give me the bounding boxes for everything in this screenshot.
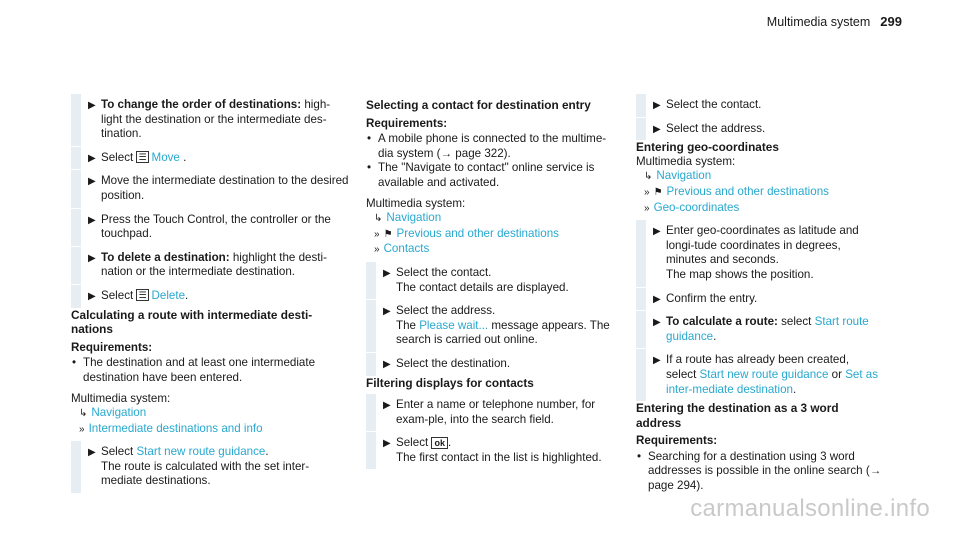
column-3	[636, 98, 882, 494]
requirement-item: • The "Navigate to contact" online service is available and activated.	[366, 161, 612, 190]
path-navigation[interactable]: Navigation	[386, 211, 442, 225]
step-text: Press the Touch Control, the controller or the touchpad.	[101, 212, 331, 241]
play-arrow-icon: ▶	[383, 267, 391, 279]
step-result: message appears. The search is carried out online.	[396, 318, 610, 347]
step	[636, 122, 882, 137]
step-text: .	[792, 382, 797, 396]
play-arrow-icon: ▶	[383, 306, 391, 318]
requirement-item: • A mobile phone is connected to the multime-dia system (→ page 322).	[366, 132, 612, 161]
step	[366, 398, 612, 427]
play-arrow-icon: ▶	[653, 226, 661, 238]
start-new-route-link[interactable]: Start new route guidance	[136, 445, 266, 459]
play-arrow-icon: ▶	[383, 438, 391, 450]
menu-path	[366, 211, 612, 258]
delete-link[interactable]: Delete	[151, 288, 186, 302]
return-arrow-icon: ↳	[79, 408, 88, 420]
path-intermediate-destinations[interactable]: Intermediate destinations and info	[88, 421, 263, 435]
play-arrow-icon: ▶	[88, 447, 96, 459]
section-heading: Entering geo-coordinates	[636, 140, 779, 155]
path-navigation[interactable]: Navigation	[91, 406, 147, 420]
double-chevron-icon: »	[644, 186, 650, 198]
step	[366, 266, 612, 295]
step-text: .	[265, 445, 269, 459]
play-arrow-icon: ▶	[88, 152, 96, 164]
column-2	[366, 98, 612, 474]
section-heading: Selecting a contact for destination entry	[366, 98, 591, 112]
play-arrow-icon: ▶	[88, 100, 96, 111]
requirements-label: Requirements:	[366, 116, 448, 130]
play-arrow-icon: ▶	[653, 123, 661, 135]
play-arrow-icon: ▶	[88, 252, 96, 264]
flag-icon: ⚑	[653, 186, 663, 198]
watermark: carmanualsonline.info	[690, 495, 930, 522]
menu-list-icon: ☰	[138, 289, 147, 300]
step	[71, 151, 349, 166]
step-text: If a route has already been created, select	[666, 353, 850, 381]
play-arrow-icon: ▶	[383, 358, 391, 370]
step	[636, 315, 882, 344]
play-arrow-icon: ▶	[383, 400, 391, 412]
step	[71, 251, 349, 280]
step-text: Move the intermediate destination to the desired position.	[101, 174, 349, 202]
step	[71, 213, 349, 242]
play-arrow-icon: ▶	[653, 100, 661, 111]
play-arrow-icon: ▶	[653, 293, 661, 305]
menu-path-label: Multimedia system:	[636, 154, 736, 168]
step-text: or	[828, 367, 846, 381]
double-chevron-icon: »	[374, 228, 380, 240]
path-geo-coordinates[interactable]: Geo-coordinates	[653, 200, 740, 214]
requirements-label: Requirements:	[636, 434, 718, 448]
play-arrow-icon: ▶	[88, 176, 96, 188]
step-text: highlight the desti-nation or the intermediate destination.	[101, 250, 327, 279]
section-heading: Calculating a route with intermediate desti-nations	[71, 307, 313, 337]
step-text: .	[447, 436, 452, 450]
section-heading: Filtering displays for contacts	[366, 375, 534, 390]
return-arrow-icon: ↳	[644, 171, 653, 183]
step	[366, 357, 612, 372]
double-chevron-icon: »	[79, 423, 85, 435]
start-new-route-link[interactable]: Start new route guidance	[699, 367, 829, 381]
step	[71, 289, 349, 304]
header-title: Multimedia system	[766, 15, 871, 29]
requirements-label: Requirements:	[71, 340, 153, 354]
step-text: .	[185, 288, 189, 302]
step-title: To calculate a route:	[666, 315, 778, 329]
step-text: high-light the destination or the intermediate des-tination.	[101, 98, 331, 141]
page-number: 299	[880, 14, 902, 29]
step-text: select	[777, 315, 815, 329]
play-arrow-icon: ▶	[653, 317, 661, 329]
menu-path-label: Multimedia system:	[366, 196, 466, 210]
move-link[interactable]: Move	[151, 150, 180, 164]
step-text: Select the address.	[666, 121, 766, 135]
double-chevron-icon: »	[374, 244, 380, 256]
step	[636, 98, 882, 113]
step-result: The map shows the position.	[666, 267, 814, 281]
path-previous-destinations[interactable]: Previous and other destinations	[396, 226, 559, 240]
please-wait-message: Please wait...	[419, 318, 489, 332]
path-previous-destinations[interactable]: Previous and other destinations	[666, 184, 829, 198]
play-arrow-icon: ▶	[653, 355, 661, 367]
play-arrow-icon: ▶	[88, 290, 96, 302]
step	[71, 174, 349, 203]
page-header	[767, 14, 902, 29]
ok-button[interactable]: ok	[431, 437, 448, 449]
step-title: To change the order of destinations:	[101, 98, 302, 111]
step-title: To delete a destination:	[101, 250, 230, 264]
step-text: .	[179, 150, 187, 164]
step-result: The first contact in the list is highlighted.	[396, 450, 602, 464]
step	[366, 436, 612, 465]
flag-icon: ⚑	[383, 228, 393, 240]
requirement-item: • Searching for a destination using 3 word addresses is possible in the online search (→ page 294).	[636, 450, 882, 494]
step-result: The route is calculated with the set inter-mediate destinations.	[101, 459, 310, 488]
step-text: Confirm the entry.	[666, 291, 758, 305]
set-intermediate-link[interactable]: Set as inter-mediate destination	[666, 367, 879, 396]
menu-path	[71, 406, 349, 437]
step	[636, 224, 882, 282]
step	[636, 353, 882, 397]
section-heading: Entering the destination as a 3 word address	[636, 401, 839, 430]
menu-list-icon: ☰	[138, 151, 147, 162]
step-result: The	[396, 318, 420, 332]
step-result: The contact details are displayed.	[396, 280, 569, 294]
path-navigation[interactable]: Navigation	[656, 169, 712, 183]
step-text: Select	[101, 288, 137, 302]
step-text: .	[713, 329, 717, 343]
menu-path	[636, 169, 882, 216]
step	[71, 98, 349, 142]
return-arrow-icon: ↳	[374, 213, 383, 225]
step-text: Enter a name or telephone number, for exam-ple, into the search field.	[396, 398, 596, 426]
path-contacts[interactable]: Contacts	[383, 242, 430, 256]
menu-path-label: Multimedia system:	[71, 391, 171, 405]
step-text: Select	[101, 150, 137, 164]
step	[636, 292, 882, 307]
step-text: Select	[101, 445, 137, 459]
step-text: Select the contact.	[396, 265, 492, 279]
column-1	[71, 98, 349, 498]
requirement-item: • The destination and at least one intermediate destination have been entered.	[71, 356, 349, 385]
step-text: Select	[396, 436, 432, 450]
step-text: Select the contact.	[666, 98, 762, 111]
step	[366, 304, 612, 348]
step-text: Select the destination.	[396, 356, 511, 370]
step-text: Enter geo-coordinates as latitude and longi-tude coordinates in degrees, minutes and seconds.	[666, 224, 859, 267]
double-chevron-icon: »	[644, 202, 650, 214]
step-text: Select the address.	[396, 304, 496, 318]
play-arrow-icon: ▶	[88, 214, 96, 226]
start-route-guidance-link[interactable]: Start route guidance	[666, 315, 869, 343]
step	[71, 445, 349, 489]
